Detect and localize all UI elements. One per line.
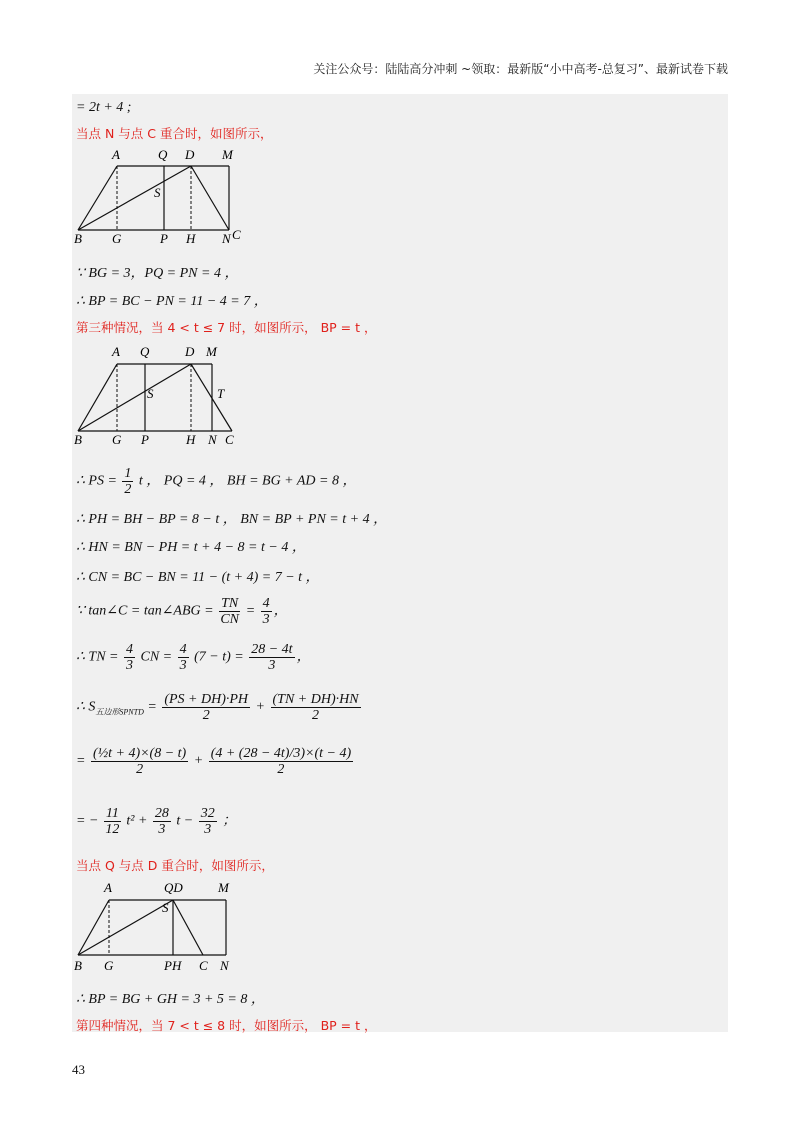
frac-den: 2 <box>136 762 144 777</box>
frac-num: (TN + DH)·HN <box>272 692 359 707</box>
equation-line: ∴ BP = BG + GH = 3 + 5 = 8 ， <box>76 992 265 1007</box>
frac-den: 12 <box>105 822 120 837</box>
fraction <box>91 746 188 777</box>
equation-line: ∵ BG = 3，PQ = PN = 4 ， <box>76 266 239 281</box>
label-C: C <box>232 227 241 242</box>
frac-num: 4 <box>262 596 270 611</box>
case-heading: 第四种情况，当 7 < t ≤ 8 时，如图所示， BP = t ， <box>76 1018 377 1033</box>
label-D: D <box>185 147 195 162</box>
case-heading: 当点 N 与点 C 重合时，如图所示， <box>76 126 273 141</box>
frac-num: 4 <box>179 642 187 657</box>
frac-num: TN <box>221 596 239 611</box>
frac-num: (PS + DH)·PH <box>164 692 249 707</box>
case-heading: 第三种情况，当 4 < t ≤ 7 时，如图所示， BP = t ， <box>76 320 377 335</box>
eq-text: (7 − t) = <box>194 649 244 665</box>
equation-line: ∴ BP = BC − PN = 11 − 4 = 7 ， <box>76 294 268 309</box>
equation-line <box>76 466 356 497</box>
eq-text: = <box>76 753 86 769</box>
frac-num: 28 <box>154 806 169 821</box>
eq-text: t ， PQ = 4 ， BH = BG + AD = 8 ， <box>138 473 357 489</box>
frac-num: 32 <box>200 806 215 821</box>
label-C: C <box>199 958 208 973</box>
label-T: T <box>217 386 225 401</box>
label-M: M <box>218 880 229 895</box>
label-D: D <box>185 344 195 359</box>
page-number: 43 <box>72 1062 85 1077</box>
label-C: C <box>225 432 234 447</box>
fraction <box>249 642 294 673</box>
equation-line: ∴ PH = BH − BP = 8 − t ， BN = BP + PN = t + 4 ， <box>76 512 388 527</box>
label-P: P <box>141 432 149 447</box>
label-PH: PH <box>164 958 182 973</box>
label-H: H <box>186 432 196 447</box>
label-N: N <box>208 432 217 447</box>
solution-content <box>72 94 728 1032</box>
eq-text: ∴ TN = <box>76 649 119 665</box>
eq-text: ∴ S <box>76 699 96 715</box>
label-G: G <box>104 958 114 973</box>
equation-line <box>76 806 236 837</box>
label-S: S <box>147 386 154 401</box>
fraction <box>199 806 217 837</box>
equation-line: ∴ CN = BC − BN = 11 − (t + 4) = 7 − t ， <box>76 570 320 585</box>
eq-text: t² + <box>126 813 148 829</box>
fraction <box>178 642 189 673</box>
label-M: M <box>222 147 233 162</box>
eq-text: = − <box>76 813 99 829</box>
label-H: H <box>186 231 196 244</box>
eq-text: ； <box>222 813 237 829</box>
frac-num: 4 <box>125 642 133 657</box>
fraction <box>209 746 353 777</box>
label-B: B <box>74 432 82 447</box>
label-Q: Q <box>140 344 150 359</box>
geometry-diagram-1 <box>72 144 272 244</box>
fraction <box>122 466 133 497</box>
frac-den: 3 <box>179 658 187 673</box>
label-Q: Q <box>158 147 168 162</box>
equation-line: ∴ $S_{五边形SPNTD}$ = $\frac{(PS + DH)\cdot PH}{2}$ + $\frac{(TN + DH)\cdot HN}{2}$ <box>76 692 359 723</box>
equation-line: = $\frac{\text{(½t + 4)×(8 − t)}}{2}$ + $\frac{(4 + (28 - 4t)/3)\times(t - 4)}{2}$ <box>76 746 352 777</box>
frac-den: 2 <box>312 708 320 723</box>
figure-1 <box>72 144 272 244</box>
label-G: G <box>112 432 122 447</box>
frac-den: 3 <box>268 658 276 673</box>
equation-line: ∴ HN = BN − PH = t + 4 − 8 = t − 4 ， <box>76 540 306 555</box>
frac-den: 3 <box>125 658 133 673</box>
frac-num: 11 <box>105 806 119 821</box>
case-heading: 当点 Q 与点 D 重合时，如图所示， <box>76 858 274 873</box>
label-N: N <box>222 231 231 244</box>
label-B: B <box>74 231 82 244</box>
frac-num: (½t + 4)×(8 − t) <box>92 746 187 761</box>
equation-line: = 2t + 4 ; <box>76 100 132 115</box>
label-S: S <box>154 185 161 200</box>
frac-den: 2 <box>124 482 132 497</box>
fraction <box>261 596 272 627</box>
frac-num: 28 − 4t <box>251 642 293 657</box>
label-P: P <box>160 231 168 244</box>
frac-num: (4 + (28 − 4t)/3)×(t − 4) <box>210 746 352 761</box>
frac-den: 3 <box>158 822 166 837</box>
eq-text: ∴ PS = <box>76 473 117 489</box>
label-QD: QD <box>164 880 183 895</box>
label-N: N <box>220 958 229 973</box>
geometry-diagram-3 <box>72 876 272 976</box>
fraction <box>124 642 135 673</box>
frac-den: 3 <box>262 612 270 627</box>
label-G: G <box>112 231 122 244</box>
eq-text: = <box>147 699 157 715</box>
label-M: M <box>206 344 217 359</box>
frac-den: 3 <box>204 822 212 837</box>
fraction <box>162 692 250 723</box>
subscript: 五边形SPNTD <box>95 707 144 717</box>
label-A: A <box>112 147 120 162</box>
eq-text: CN = <box>140 649 173 665</box>
equation-line: ∵ tan∠C = tan∠ABG = $\frac{TN}{CN}$ = $\frac{4}{3}$ ， <box>76 596 288 627</box>
page-header: 关注公众号：陆陆高分冲刺 ~领取：最新版“小中高考-总复习”、最新试卷下载 <box>313 62 728 76</box>
frac-den: CN <box>220 612 239 627</box>
equation-line: ∴ TN = $\frac{4}{3}$ CN = $\frac{4}{3}$ (7 − t) = $\frac{28 - 4t}{3}$ ， <box>76 642 311 673</box>
label-A: A <box>112 344 120 359</box>
fraction <box>219 596 240 627</box>
fraction <box>271 692 361 723</box>
eq-text: ∵ tan∠C = tan∠ABG = <box>76 603 214 619</box>
label-B: B <box>74 958 82 973</box>
frac-num: 1 <box>124 466 132 481</box>
fraction <box>104 806 121 837</box>
label-A: A <box>104 880 112 895</box>
geometry-diagram-2 <box>72 342 272 448</box>
frac-den: 2 <box>202 708 210 723</box>
frac-den: 2 <box>277 762 285 777</box>
figure-3 <box>72 876 272 976</box>
figure-2 <box>72 342 272 448</box>
label-S: S <box>162 900 169 915</box>
fraction <box>153 806 171 837</box>
eq-text: t − <box>176 813 194 829</box>
